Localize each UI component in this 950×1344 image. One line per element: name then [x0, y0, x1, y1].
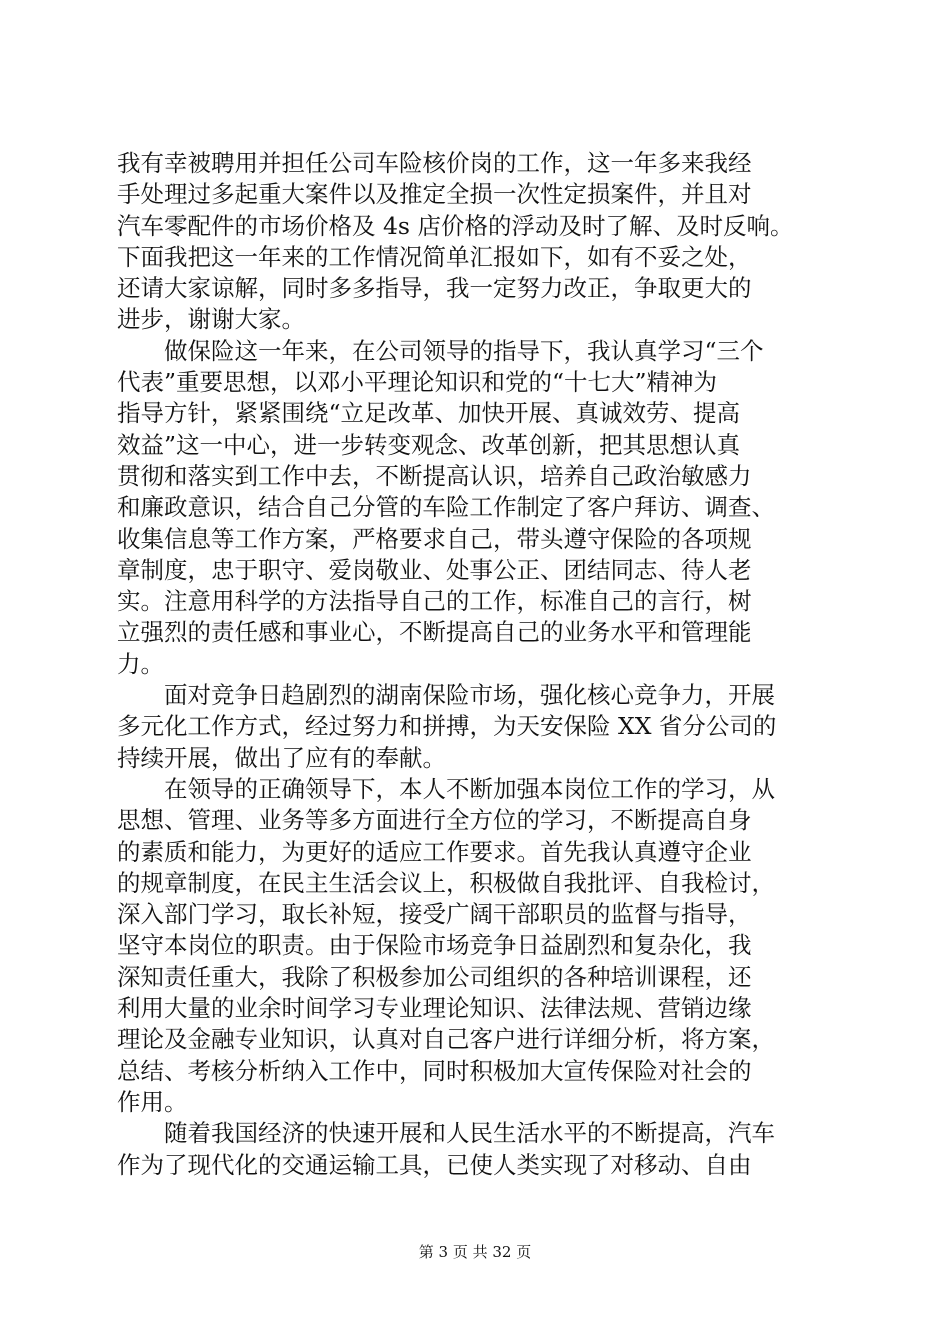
text-line: 的规章制度，在民主生活会议上，积极做自我批评、自我检讨，	[117, 868, 775, 897]
text-line: 面对竞争日趋剧烈的湖南保险市场，强化核心竞争力，开展	[117, 681, 775, 710]
text-line: 多元化工作方式，经过努力和拼搏，为天安保险 XX 省分公司的	[117, 712, 777, 741]
text-line: 手处理过多起重大案件以及推定全损一次性定损案件，并且对	[117, 180, 752, 209]
text-line: 深知责任重大，我除了积极参加公司组织的各种培训课程，还	[117, 962, 752, 991]
text-line: 收集信息等工作方案，严格要求自己，带头遵守保险的各项规	[117, 524, 752, 553]
text-line: 还请大家谅解，同时多多指导，我一定努力改正，争取更大的	[117, 274, 752, 303]
text-line: 深入部门学习，取长补短，接受广阔干部职员的监督与指导，	[117, 900, 752, 929]
text-line: 的素质和能力，为更好的适应工作要求。首先我认真遵守企业	[117, 837, 752, 866]
text-line: 作用。	[117, 1087, 188, 1116]
text-line: 指导方针，紧紧围绕“立足改革、加快开展、真诚效劳、提高	[117, 399, 741, 428]
text-line: 我有幸被聘用并担任公司车险核价岗的工作，这一年多来我经	[117, 149, 752, 177]
text-line: 持续开展，做出了应有的奉献。	[117, 743, 446, 772]
text-line: 效益”这一中心，进一步转变观念、改革创新，把其思想认真	[117, 430, 741, 459]
text-line: 进步，谢谢大家。	[117, 305, 305, 334]
text-line: 总结、考核分析纳入工作中，同时积极加大宣传保险对社会的	[117, 1056, 752, 1085]
text-line: 力。	[117, 649, 164, 678]
text-line: 坚守本岗位的职责。由于保险市场竞争日益剧烈和复杂化，我	[117, 931, 752, 960]
text-line: 思想、管理、业务等多方面进行全方位的学习，不断提高自身	[117, 806, 752, 835]
text-line: 作为了现代化的交通运输工具，已使人类实现了对移动、自由	[117, 1150, 752, 1179]
text-line: 理论及金融专业知识，认真对自己客户进行详细分析，将方案，	[117, 1025, 775, 1054]
text-line: 下面我把这一年来的工作情况简单汇报如下，如有不妥之处，	[117, 242, 752, 271]
text-line: 做保险这一年来，在公司领导的指导下，我认真学习“三个	[117, 336, 764, 365]
text-line: 贯彻和落实到工作中去，不断提高认识，培养自己政治敏感力	[117, 461, 752, 490]
text-line: 汽车零配件的市场价格及 4s 店价格的浮动及时了解、及时反响。	[117, 211, 794, 240]
text-line: 利用大量的业余时间学习专业理论知识、法律法规、营销边缘	[117, 994, 752, 1023]
text-line: 立强烈的责任感和事业心，不断提高自己的业务水平和管理能	[117, 618, 752, 647]
text-line: 章制度，忠于职守、爱岗敬业、处事公正、团结同志、待人老	[117, 555, 752, 584]
text-line: 和廉政意识，结合自己分管的车险工作制定了客户拜访、调查、	[117, 493, 775, 522]
body-text	[117, 148, 852, 1181]
page-number-footer: 第 3 页 共 32 页	[418, 1243, 532, 1261]
text-line: 实。注意用科学的方法指导自己的工作，标准自己的言行，树	[117, 587, 752, 616]
text-line: 代表”重要思想，以邓小平理论知识和党的“十七大”精神为	[117, 368, 718, 397]
text-line: 在领导的正确领导下，本人不断加强本岗位工作的学习，从	[117, 774, 775, 803]
text-line: 随着我国经济的快速开展和人民生活水平的不断提高，汽车	[117, 1119, 775, 1148]
